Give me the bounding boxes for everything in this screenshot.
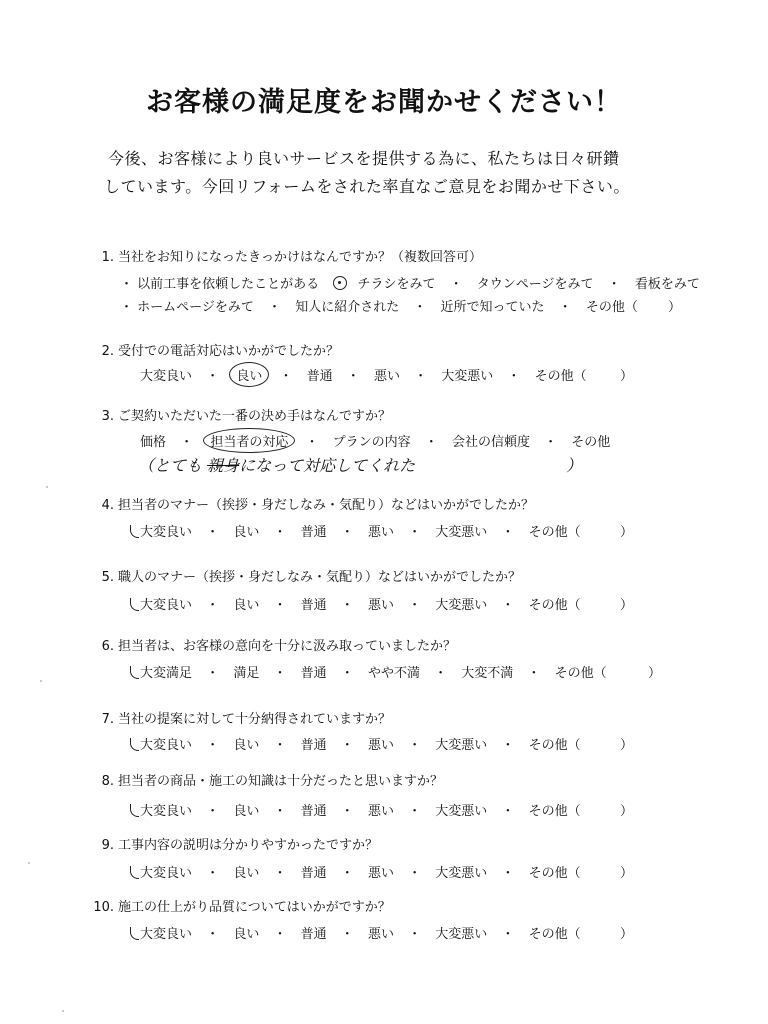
option-staff-response-circled[interactable]: 担当者の対応 [203, 428, 295, 453]
paren-close: ） [620, 738, 634, 753]
bullet: ・ [408, 866, 422, 881]
question-text: 担当者は、お客様の意向を十分に汲み取っていましたか？ [118, 639, 457, 654]
bullet: ・ [340, 525, 354, 540]
option-referral[interactable]: 知人に紹介された [295, 300, 400, 315]
check-mark-icon [130, 525, 139, 538]
question-10-heading [80, 896, 391, 915]
check-mark-icon [130, 804, 139, 817]
option-average[interactable]: 普通 [300, 598, 327, 613]
bullet: ・ [340, 804, 354, 819]
option-other[interactable]: その他（ [528, 738, 581, 753]
bullet: ・ [340, 666, 354, 681]
bullet: ・ [206, 804, 220, 819]
option-other[interactable]: その他（ [528, 804, 581, 819]
option-average[interactable]: 普通 [300, 666, 327, 681]
question-text: 担当者のマナー（挨拶・身だしなみ・気配り）などはいかがでしたか？ [118, 498, 535, 513]
question-text: 職人のマナー（挨拶・身だしなみ・気配り）などはいかがでしたか？ [118, 570, 522, 585]
option-very-bad[interactable]: 大変悪い [435, 598, 488, 613]
option-other[interactable]: その他（ [528, 598, 581, 613]
question-5-heading [92, 566, 521, 585]
question-1-options-row-1 [120, 273, 700, 292]
question-text: 当社をお知りになったきっかけはなんですか？（複数回答可） [118, 250, 483, 265]
option-other[interactable]: その他（ [554, 666, 607, 681]
question-3-options [140, 431, 610, 450]
question-number: 5. [101, 570, 114, 585]
paren-close: ） [620, 525, 634, 540]
bullet: ・ [408, 738, 422, 753]
option-very-good[interactable]: 大変良い [140, 369, 193, 384]
option-very-bad[interactable]: 大変悪い [435, 525, 488, 540]
bullet: ・ [340, 927, 354, 942]
option-good[interactable]: 良い [233, 598, 260, 613]
bullet: ・ [206, 666, 220, 681]
question-text: 施工の仕上がり品質についてはいかがですか？ [118, 900, 391, 915]
handwritten-text: になって対応してくれた [239, 456, 416, 475]
bullet: ・ [340, 598, 354, 613]
option-good[interactable]: 良い [233, 738, 260, 753]
bullet: ・ [273, 598, 287, 613]
option-average[interactable]: 普通 [300, 927, 327, 942]
question-2-options [140, 365, 587, 384]
option-very-bad[interactable]: 大変悪い [435, 804, 488, 819]
bullet: ・ [501, 804, 515, 819]
bullet: ・ [501, 738, 515, 753]
bullet: ・ [206, 866, 220, 881]
handwritten-comment [138, 453, 415, 476]
question-text: 受付での電話対応はいかがでしたか？ [118, 344, 340, 359]
page-title: お客様の満足度をお聞かせください！ [146, 87, 622, 118]
option-very-good[interactable]: 大変良い [140, 804, 193, 819]
question-7-heading [92, 708, 391, 727]
paren-close: ） [620, 927, 634, 942]
question-number: 7. [101, 712, 114, 727]
bullet: ・ [346, 369, 360, 384]
question-5-options [130, 594, 581, 613]
option-homepage[interactable]: ホームページをみて [137, 300, 254, 315]
option-flyer[interactable]: チラシをみて [357, 277, 436, 292]
handwritten-paren-open: （ [138, 456, 155, 475]
bullet: ・ [206, 598, 220, 613]
question-10-options [130, 923, 581, 942]
option-somewhat-dissatisfied[interactable]: やや不満 [367, 666, 420, 681]
option-average[interactable]: 普通 [306, 369, 333, 384]
paren-close: ） [620, 804, 634, 819]
bullet: ・ [206, 369, 220, 384]
question-4-heading [92, 494, 534, 513]
intro-line-1: 今後、お客様により良いサービスを提供する為に、私たちは日々研鑽 [108, 149, 620, 168]
scan-speck [40, 680, 42, 682]
option-plan-content[interactable]: プランの内容 [332, 435, 411, 450]
question-number: 3. [101, 409, 114, 424]
paren-close: ） [648, 666, 662, 681]
bullet: ・ [527, 666, 541, 681]
bullet: ・ [558, 300, 572, 315]
question-number: 2. [101, 344, 114, 359]
bullet: ・ [424, 435, 438, 450]
bullet: ・ [501, 927, 515, 942]
option-town-page[interactable]: タウンページをみて [476, 277, 594, 292]
question-text: ご契約いただいた一番の決め手はなんですか？ [118, 409, 392, 424]
question-1-options-row-2 [120, 296, 638, 315]
question-text: 工事内容の説明は分かりやすかったですか？ [118, 838, 379, 853]
bullet: ・ [408, 804, 422, 819]
bullet: ・ [449, 277, 463, 292]
question-8-heading [92, 770, 443, 789]
option-other[interactable]: その他 [571, 435, 611, 450]
question-8-options [130, 800, 581, 819]
paren-close: ） [620, 369, 634, 384]
option-very-good[interactable]: 大変良い [140, 598, 193, 613]
bullet: ・ [120, 300, 134, 315]
option-other[interactable]: その他（ [585, 300, 638, 315]
bullet: ・ [434, 666, 448, 681]
option-other[interactable]: その他（ [528, 525, 581, 540]
option-price[interactable]: 価格 [140, 435, 167, 450]
bullet: ・ [206, 927, 220, 942]
bullet: ・ [501, 866, 515, 881]
option-average[interactable]: 普通 [300, 738, 327, 753]
option-average[interactable]: 普通 [300, 804, 327, 819]
question-number: 10. [93, 900, 114, 915]
option-good-circled[interactable]: 良い [229, 362, 269, 387]
question-number: 1. [101, 250, 114, 265]
question-number: 6. [101, 639, 114, 654]
option-neighborhood[interactable]: 近所で知っていた [440, 300, 545, 315]
option-other[interactable]: その他（ [534, 369, 587, 384]
question-6-options [130, 662, 607, 681]
option-good[interactable]: 良い [233, 804, 260, 819]
question-7-options [130, 734, 581, 753]
bullet: ・ [273, 927, 287, 942]
bullet: ・ [180, 435, 194, 450]
check-mark-icon [130, 738, 139, 751]
question-3-heading [92, 405, 391, 424]
question-2-heading [92, 340, 339, 359]
bullet: ・ [544, 435, 558, 450]
option-very-good[interactable]: 大変良い [140, 927, 193, 942]
bullet: ・ [273, 666, 287, 681]
bullet: ・ [413, 300, 427, 315]
option-other[interactable]: その他（ [528, 927, 581, 942]
handwritten-text: とても [154, 456, 203, 475]
option-bad[interactable]: 悪い [367, 866, 394, 881]
bullet: ・ [408, 598, 422, 613]
check-mark-icon [130, 927, 139, 940]
bullet: ・ [206, 525, 220, 540]
question-text: 当社の提案に対して十分納得されていますか？ [118, 712, 392, 727]
bullet: ・ [273, 804, 287, 819]
question-9-options [130, 862, 581, 881]
option-very-good[interactable]: 大変良い [140, 738, 193, 753]
scan-speck [28, 862, 30, 864]
option-very-good[interactable]: 大変良い [140, 866, 193, 881]
bullet: ・ [501, 598, 515, 613]
option-very-good[interactable]: 大変良い [140, 525, 193, 540]
question-number: 9. [101, 838, 114, 853]
option-bad[interactable]: 悪い [367, 738, 394, 753]
paren-close: ） [620, 598, 634, 613]
bullet: ・ [408, 525, 422, 540]
bullet: ・ [273, 525, 287, 540]
option-signboard[interactable]: 看板をみて [634, 277, 700, 292]
bullet: ・ [279, 369, 293, 384]
check-mark-icon [130, 598, 139, 611]
bullet: ・ [414, 369, 428, 384]
option-average[interactable]: 普通 [300, 525, 327, 540]
option-very-bad[interactable]: 大変悪い [435, 866, 488, 881]
option-very-bad[interactable]: 大変悪い [435, 927, 488, 942]
option-very-bad[interactable]: 大変悪い [435, 738, 488, 753]
question-6-heading [92, 635, 456, 654]
bullet: ・ [501, 525, 515, 540]
option-very-dissatisfied[interactable]: 大変不満 [461, 666, 514, 681]
check-mark-icon [130, 666, 139, 679]
check-mark-icon [130, 866, 139, 879]
option-good[interactable]: 良い [233, 927, 260, 942]
question-number: 4. [101, 498, 114, 513]
scan-speck [62, 1010, 64, 1012]
bullet: ・ [507, 369, 521, 384]
option-previous-work[interactable]: 以前工事を依頼したことがある [137, 277, 320, 292]
option-bad[interactable]: 悪い [367, 927, 394, 942]
option-very-satisfied[interactable]: 大変満足 [140, 666, 193, 681]
bullet: ・ [305, 435, 319, 450]
paren-close: ） [620, 866, 634, 881]
option-average[interactable]: 普通 [300, 866, 327, 881]
bullet: ・ [206, 738, 220, 753]
option-bad[interactable]: 悪い [367, 525, 394, 540]
bullet: ・ [120, 277, 134, 292]
handwritten-struck-text: 親身 [207, 456, 240, 475]
option-good[interactable]: 良い [233, 525, 260, 540]
option-bad[interactable]: 悪い [367, 598, 394, 613]
question-4-options [130, 521, 581, 540]
option-bad[interactable]: 悪い [367, 804, 394, 819]
option-satisfied[interactable]: 満足 [233, 666, 260, 681]
question-1-heading [92, 246, 482, 265]
handwritten-paren-close: ） [566, 456, 583, 475]
option-very-bad[interactable]: 大変悪い [441, 369, 494, 384]
bullet: ・ [273, 738, 287, 753]
bullet: ・ [408, 927, 422, 942]
scan-speck [46, 486, 48, 488]
intro-line-2: しています。今回リフォームをされた率直なご意見をお聞かせ下さい。 [104, 177, 630, 196]
option-bad[interactable]: 悪い [373, 369, 400, 384]
question-text: 担当者の商品・施工の知識は十分だったと思いますか？ [118, 774, 444, 789]
bullet: ・ [273, 866, 287, 881]
option-good[interactable]: 良い [233, 866, 260, 881]
paren-close: ） [668, 300, 682, 315]
question-9-heading [92, 834, 378, 853]
option-other[interactable]: その他（ [528, 866, 581, 881]
bullet: ・ [268, 300, 282, 315]
marked-circle-icon [333, 276, 347, 290]
bullet: ・ [340, 866, 354, 881]
question-number: 8. [101, 774, 114, 789]
option-company-reliability[interactable]: 会社の信頼度 [451, 435, 530, 450]
bullet: ・ [340, 738, 354, 753]
bullet: ・ [607, 277, 621, 292]
